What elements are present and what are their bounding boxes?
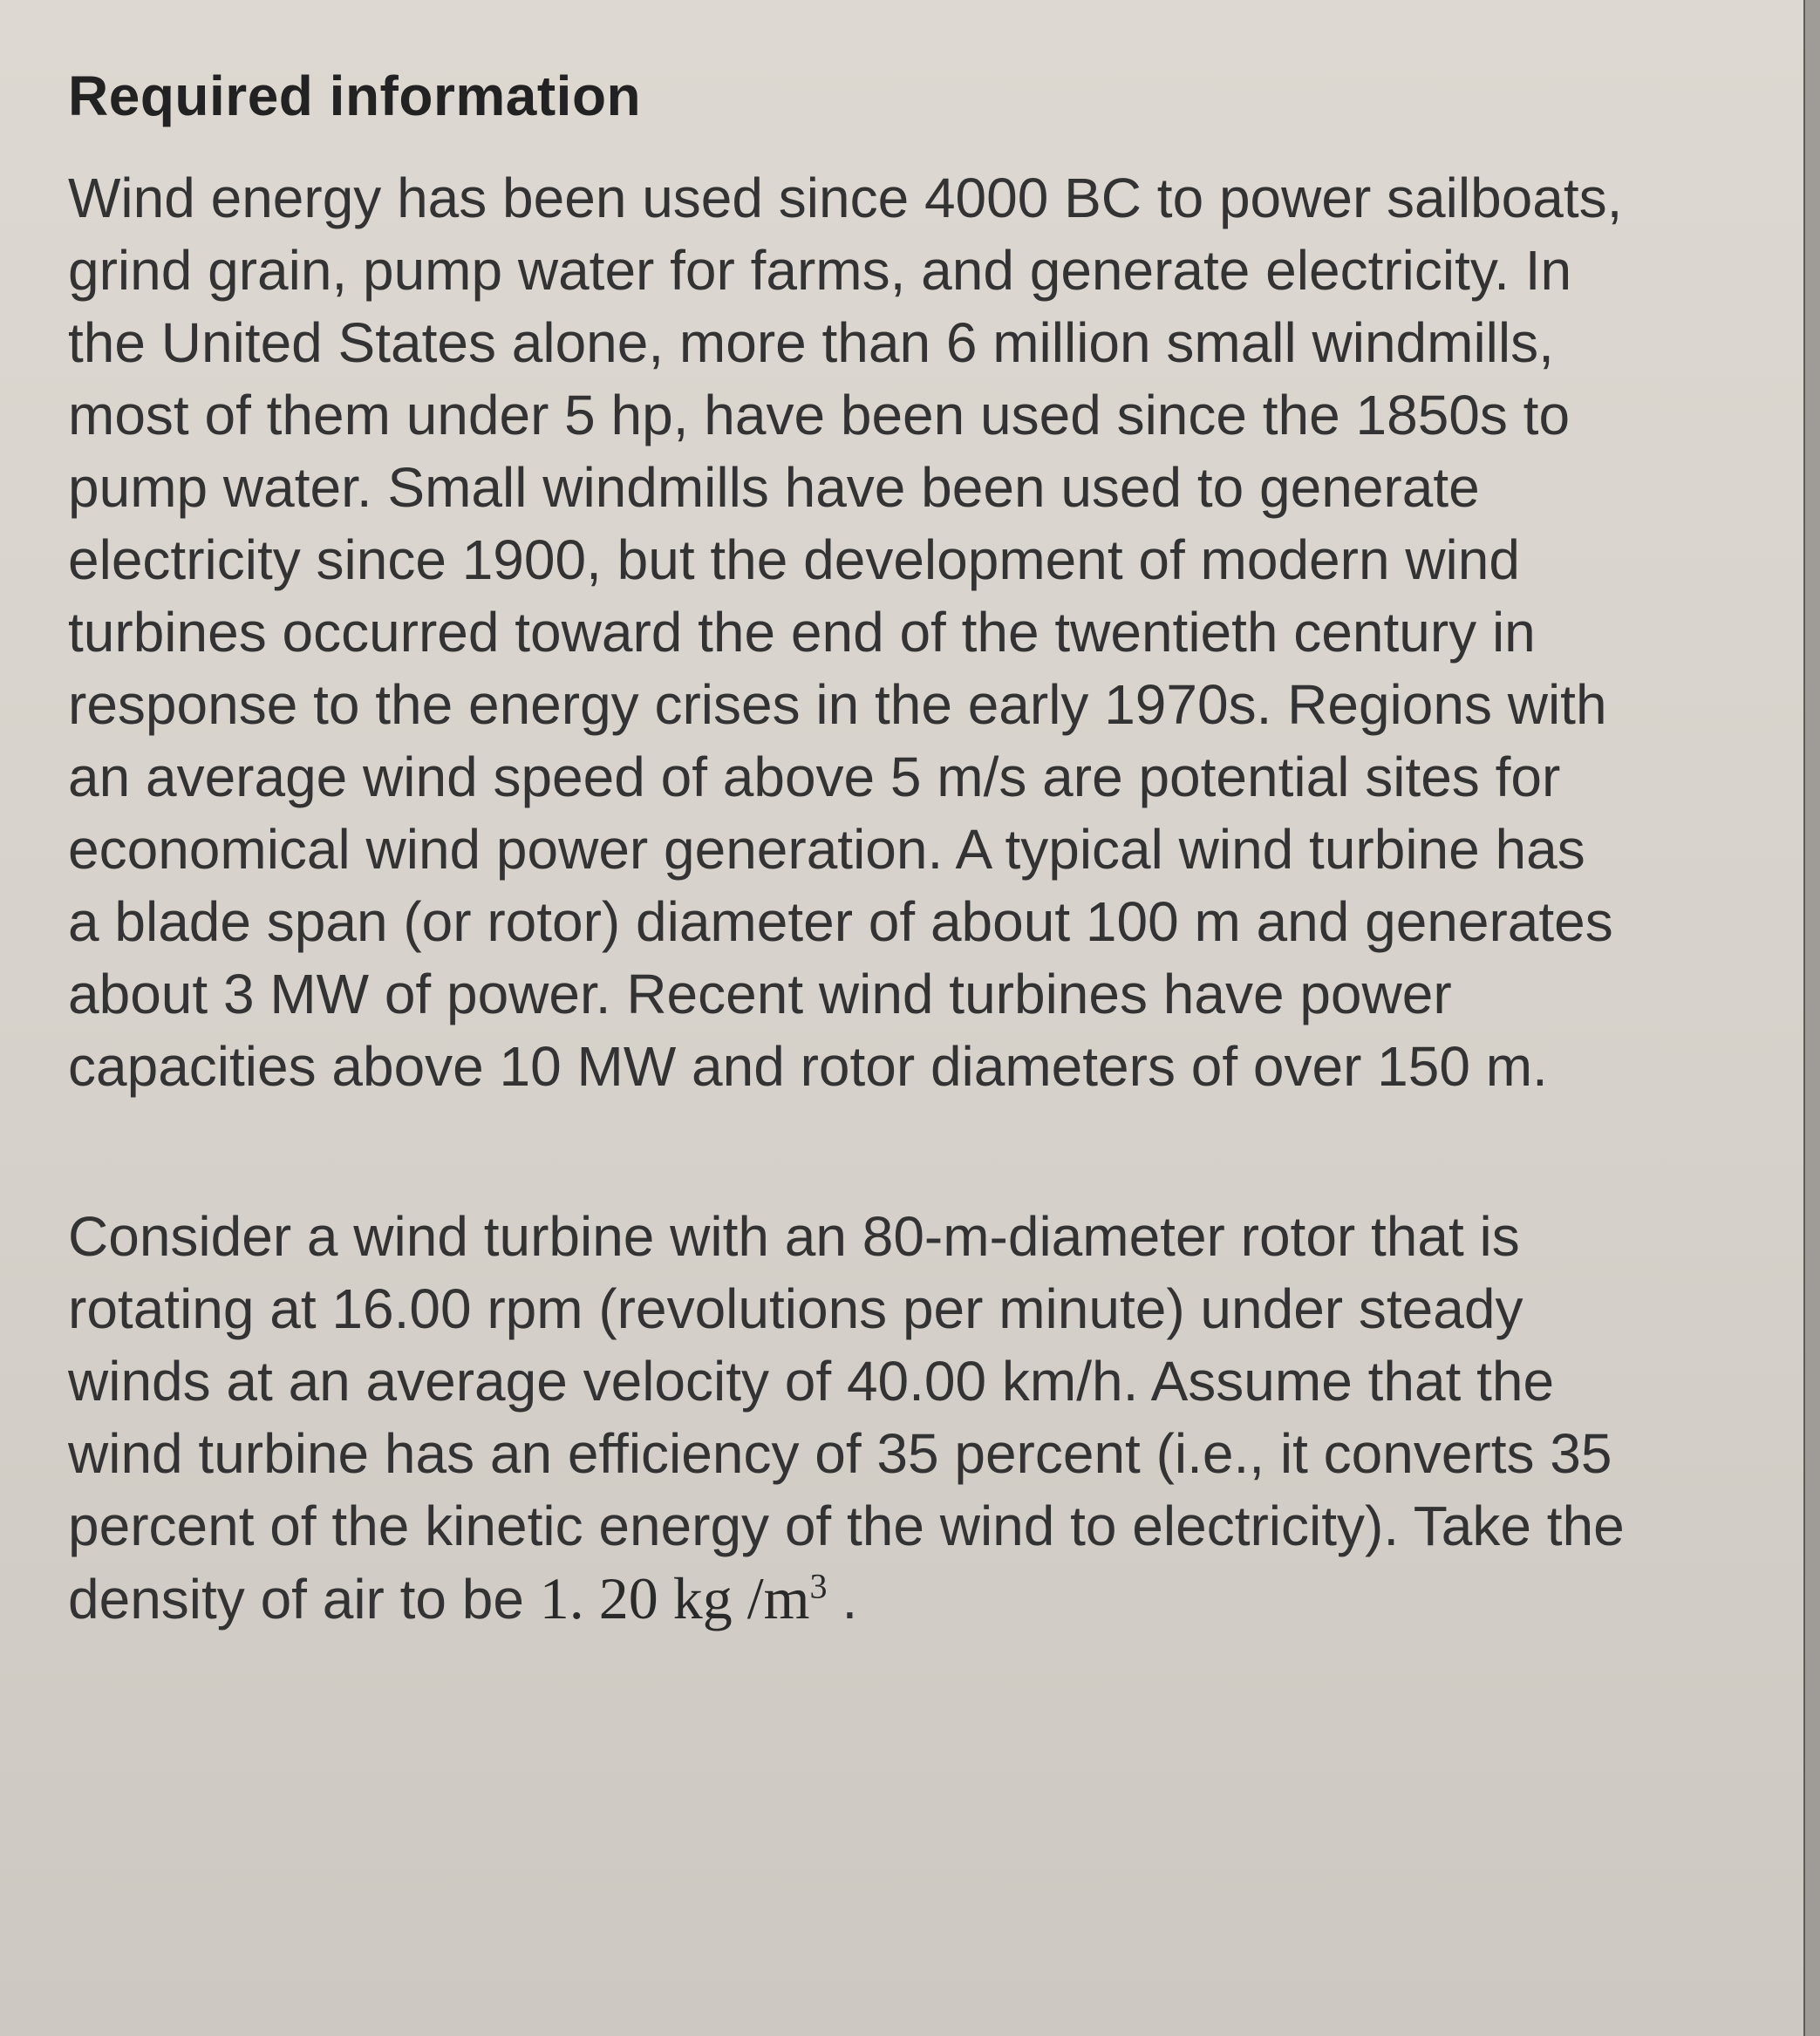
problem-text: Consider a wind turbine with an 80-m-diameter rotor that is rotating at 16.00 rpm (revolutions per minute) under steady winds at an average velocity of 40.00 km/h. Assume that the wind turbine has an efficiency of 35 percent (i.e., it converts 35 percent of the kinetic energy of the wind to electricity). Take the density of air to be bbox=[68, 1205, 1625, 1631]
density-exponent: 3 bbox=[809, 1566, 828, 1606]
content-area bbox=[68, 52, 1629, 1636]
density-unit: kg /m bbox=[672, 1565, 810, 1631]
screen-edge bbox=[1803, 0, 1820, 2036]
required-information-heading: Required information bbox=[68, 65, 642, 127]
density-value: 1. 20 bbox=[539, 1565, 658, 1631]
paragraph-spacer bbox=[68, 1103, 1629, 1201]
wind-energy-paragraph: Wind energy has been used since 4000 BC to power sailboats, grind grain, pump water for farms, and generate electricity. In the United States alone, more than 6 million small windmills, most of them under 5 hp, have been used since the 1850s to pump water. Small windmills have been used to generate electricity since 1900, but the development of modern wind turbines occurred toward the end of the twentieth century in response to the energy crises in the early 1970s. Regions with an average wind speed of above 5 m/s are potential sites for economical wind power generation. A typical wind turbine has a blade span (or rotor) diameter of about 100 m and generates about 3 MW of power. Recent wind turbines have power capacities above 10 MW and rotor diameters of over 150 m. bbox=[68, 167, 1623, 1098]
wind-turbine-problem-paragraph bbox=[68, 1201, 1629, 1636]
air-density-formula bbox=[540, 1565, 842, 1631]
sentence-end-period: . bbox=[842, 1568, 858, 1631]
